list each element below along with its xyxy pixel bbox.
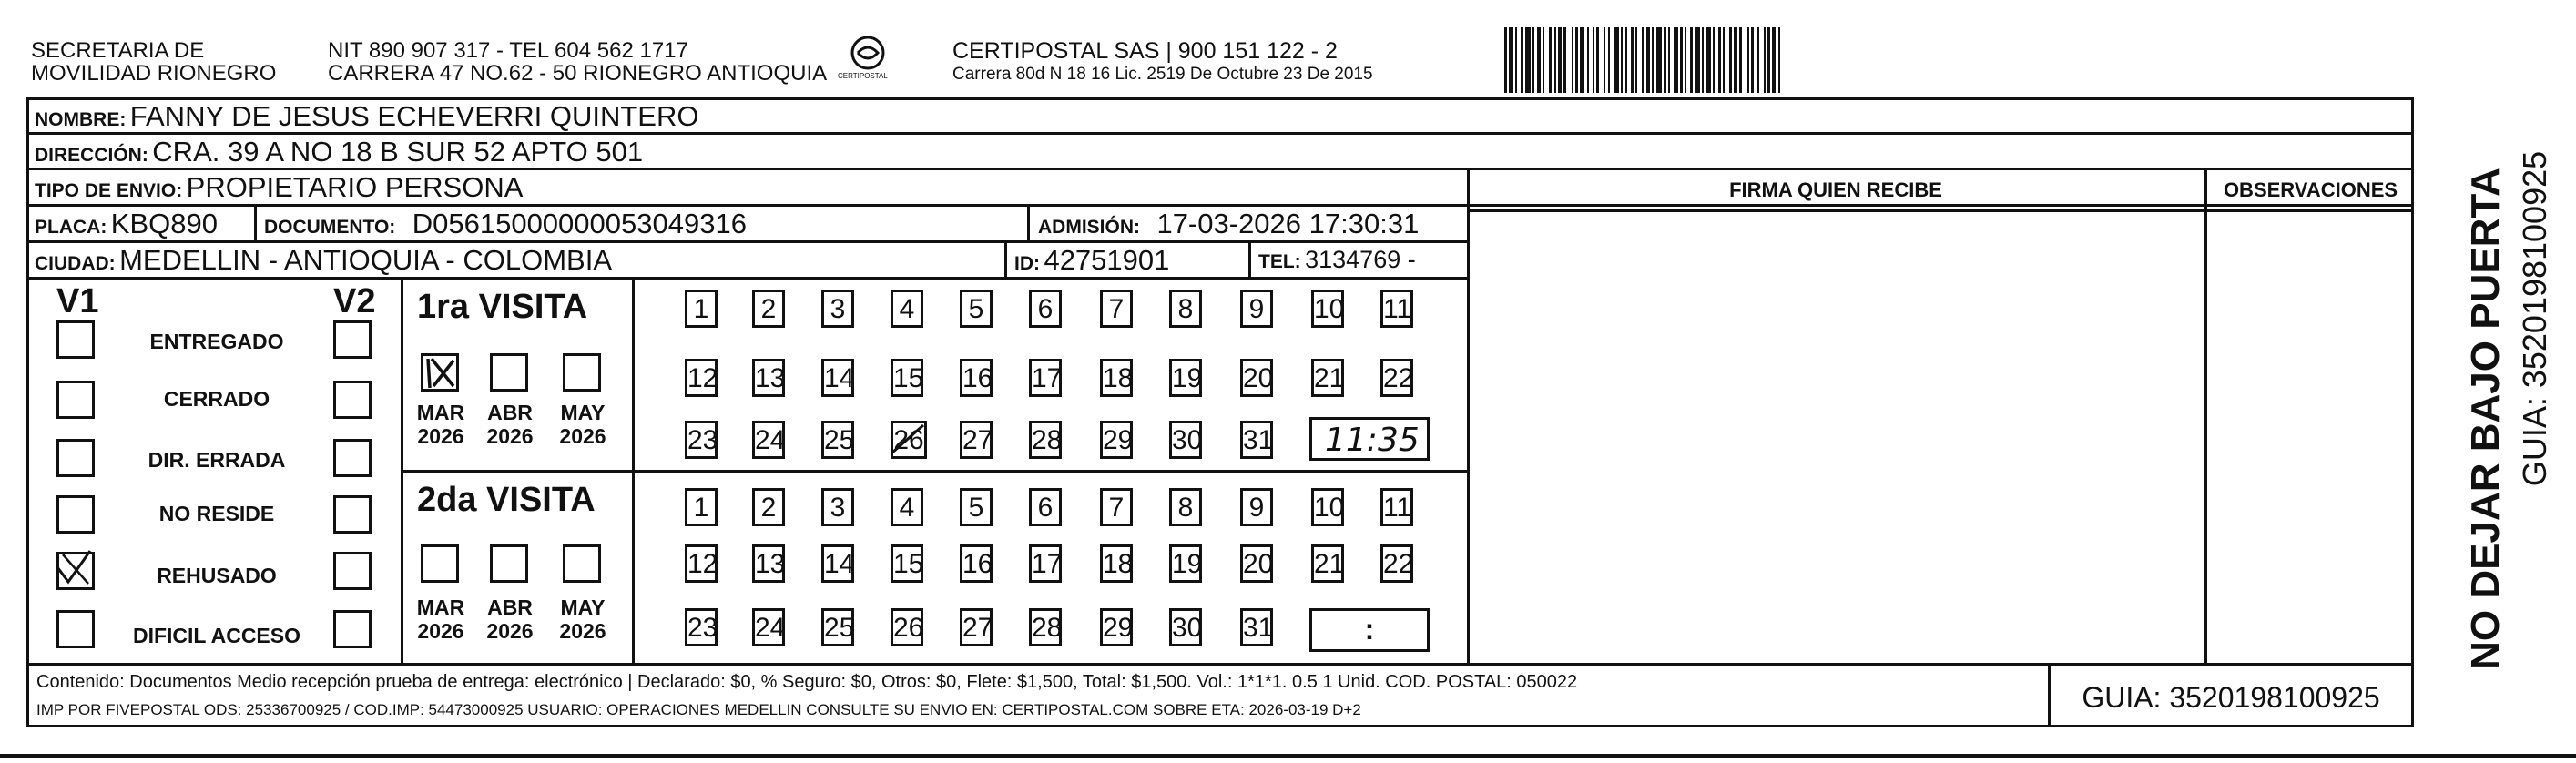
first-visit-title: 1ra VISITA (417, 288, 588, 326)
documento-field (264, 209, 747, 238)
logo-text: CERTIPOSTAL (838, 72, 888, 80)
direccion-field (35, 137, 643, 166)
placa-label: PLACA: (35, 217, 107, 238)
page-edge (0, 754, 2576, 758)
divider (26, 168, 2414, 170)
status-label-dificil-acceso: DIFICIL ACCESO (132, 624, 300, 647)
second-visit-day-30[interactable]: 30 (1169, 608, 1202, 646)
first-visit-day-3[interactable]: 3 (821, 290, 854, 328)
first-visit-day-10[interactable]: 10 (1311, 290, 1344, 328)
second-visit-day-13[interactable]: 13 (752, 544, 785, 583)
v1-checkbox-cerrado[interactable] (56, 381, 95, 419)
first-visit-month-mar[interactable] (421, 353, 459, 392)
second-visit-day-17[interactable]: 17 (1029, 544, 1062, 583)
first-visit-day-1[interactable]: 1 (685, 290, 718, 328)
second-visit-day-2[interactable]: 2 (752, 488, 785, 526)
v1-checkbox-rehusado[interactable] (56, 552, 95, 590)
id-label: ID: (1014, 253, 1040, 274)
first-visit-month-abr[interactable] (490, 353, 528, 392)
divider (1027, 204, 1030, 240)
v2-checkbox-dir-errada[interactable] (333, 439, 372, 477)
divider (26, 663, 2414, 666)
first-visit-day-value-26: 26 (893, 425, 924, 455)
first-visit-day-27[interactable]: 27 (960, 421, 993, 459)
tipo-envio-value: PROPIETARIO PERSONA (186, 171, 524, 203)
v1-checkbox-no-reside[interactable] (56, 495, 95, 534)
divider (1467, 209, 2414, 212)
second-visit-month-abr[interactable] (490, 544, 528, 583)
first-visit-day-5[interactable]: 5 (960, 290, 993, 328)
v2-header: V2 (333, 282, 376, 320)
handwritten-mark-icon (891, 422, 927, 458)
first-visit-day-21[interactable]: 21 (1311, 359, 1344, 397)
status-label-no-reside: NO RESIDE (158, 502, 275, 525)
second-visit-day-22[interactable]: 22 (1380, 544, 1413, 583)
barcode (1504, 27, 2182, 93)
first-visit-month-label-may: MAY 2026 (559, 401, 606, 449)
admision-label: ADMISIÓN: (1038, 217, 1140, 238)
second-visit-day-31[interactable]: 31 (1240, 608, 1273, 646)
no-dejar-bajo-puerta: NO DEJAR BAJO PUERTA (2463, 168, 2508, 670)
tel-value: 3134769 - (1305, 246, 1416, 273)
first-visit-day-4[interactable]: 4 (891, 290, 923, 328)
certipostal-logo (838, 33, 898, 87)
tipo-envio-field (35, 173, 523, 201)
second-visit-day-16[interactable]: 16 (960, 544, 993, 583)
first-visit-day-18[interactable]: 18 (1100, 359, 1133, 397)
second-visit-day-29[interactable]: 29 (1100, 608, 1133, 646)
second-visit-day-19[interactable]: 19 (1169, 544, 1202, 583)
tipo-envio-label: TIPO DE ENVIO: (35, 180, 183, 201)
license-line: Carrera 80d N 18 16 Lic. 2519 De Octubre 23 De 2015 (952, 65, 1373, 84)
second-visit-day-18[interactable]: 18 (1100, 544, 1133, 583)
first-visit-day-30[interactable]: 30 (1169, 421, 1202, 459)
tel-label: TEL: (1258, 251, 1301, 272)
divider (254, 204, 257, 240)
first-visit-month-label-mar: MAR 2026 (416, 401, 465, 449)
first-visit-day-19[interactable]: 19 (1169, 359, 1202, 397)
first-visit-day-15[interactable]: 15 (891, 359, 923, 397)
second-visit-month-label-abr: ABR 2026 (486, 595, 534, 644)
second-visit-day-11[interactable]: 11 (1380, 488, 1413, 526)
second-visit-time-box[interactable]: : (1309, 608, 1430, 652)
nombre-value: FANNY DE JESUS ECHEVERRI QUINTERO (129, 100, 699, 132)
nombre-label: NOMBRE: (35, 109, 127, 130)
footer-line-1: Contenido: Documentos Medio recepción prueba de entrega: electrónico | Declarado: $0, % Seguro: $0, Otros: $0, Flete: $1,500, Total: $1,500. Vol.: 1*1*1. 0.5 1 Unid. COD. POSTAL: 050022 (36, 672, 1578, 692)
second-visit-day-4[interactable]: 4 (891, 488, 923, 526)
first-visit-day-25[interactable]: 25 (821, 421, 854, 459)
status-label-entregado: ENTREGADO (149, 330, 284, 353)
first-visit-day-14[interactable]: 14 (821, 359, 854, 397)
first-visit-day-16[interactable]: 16 (960, 359, 993, 397)
second-visit-day-20[interactable]: 20 (1240, 544, 1273, 583)
nit-line: NIT 890 907 317 - TEL 604 562 1717 (328, 38, 688, 63)
v1-checkbox-entregado[interactable] (56, 320, 95, 359)
second-visit-day-10[interactable]: 10 (1311, 488, 1344, 526)
first-visit-time-value: 11:35 (1325, 422, 1420, 459)
divider (1004, 240, 1007, 277)
v1-header: V1 (56, 282, 99, 320)
first-visit-day-28[interactable]: 28 (1029, 421, 1062, 459)
second-visit-day-6[interactable]: 6 (1029, 488, 1062, 526)
ciudad-label: CIUDAD: (35, 253, 116, 274)
first-visit-day-29[interactable]: 29 (1100, 421, 1133, 459)
v2-checkbox-entregado[interactable] (333, 320, 372, 359)
secretaria-line-1: SECRETARIA DE (31, 38, 205, 63)
divider (2204, 168, 2207, 663)
second-visit-day-23[interactable]: 23 (685, 608, 718, 646)
direccion-label: DIRECCIÓN: (35, 145, 148, 166)
v2-checkbox-rehusado[interactable] (333, 552, 372, 590)
handwritten-check-icon (54, 547, 94, 589)
second-visit-day-28[interactable]: 28 (1029, 608, 1062, 646)
documento-value: D05615000000053049316 (412, 208, 747, 239)
admision-field (1038, 209, 1419, 238)
second-visit-month-may[interactable] (563, 544, 601, 583)
tel-field (1258, 248, 1416, 272)
v2-checkbox-cerrado[interactable] (333, 381, 372, 419)
second-visit-day-24[interactable]: 24 (752, 608, 785, 646)
first-visit-day-2[interactable]: 2 (752, 290, 785, 328)
second-visit-day-5[interactable]: 5 (960, 488, 993, 526)
second-visit-day-8[interactable]: 8 (1169, 488, 1202, 526)
divider (26, 277, 1467, 280)
barcode-bar (1780, 27, 1786, 93)
secretaria-line-2: MOVILIDAD RIONEGRO (31, 61, 277, 86)
direccion-value: CRA. 39 A NO 18 B SUR 52 APTO 501 (152, 136, 644, 168)
second-visit-title: 2da VISITA (417, 481, 596, 519)
first-visit-day-12[interactable]: 12 (685, 359, 718, 397)
v1-checkbox-dificil-acceso[interactable] (56, 610, 95, 648)
first-visit-day-7[interactable]: 7 (1100, 290, 1133, 328)
second-visit-day-27[interactable]: 27 (960, 608, 993, 646)
first-visit-day-22[interactable]: 22 (1380, 359, 1413, 397)
second-visit-day-25[interactable]: 25 (821, 608, 854, 646)
status-label-cerrado: CERRADO (163, 387, 270, 411)
second-visit-day-21[interactable]: 21 (1311, 544, 1344, 583)
first-visit-day-13[interactable]: 13 (752, 359, 785, 397)
ciudad-value: MEDELLIN - ANTIOQUIA - COLOMBIA (119, 244, 612, 276)
first-visit-day-31[interactable]: 31 (1240, 421, 1273, 459)
divider (26, 204, 2414, 207)
first-visit-day-9[interactable]: 9 (1240, 290, 1273, 328)
status-label-rehusado: REHUSADO (157, 564, 277, 587)
first-visit-month-may[interactable] (563, 353, 601, 392)
second-visit-month-label-may: MAY 2026 (559, 595, 606, 644)
first-visit-day-24[interactable]: 24 (752, 421, 785, 459)
admision-value: 17-03-2026 17:30:31 (1156, 208, 1420, 239)
first-visit-day-8[interactable]: 8 (1169, 290, 1202, 328)
second-visit-month-mar[interactable] (421, 544, 459, 583)
second-visit-day-26[interactable]: 26 (891, 608, 923, 646)
second-visit-day-12[interactable]: 12 (685, 544, 718, 583)
v2-checkbox-no-reside[interactable] (333, 495, 372, 534)
status-label-dir-errada: DIR. ERRADA (148, 448, 286, 472)
second-visit-day-15[interactable]: 15 (891, 544, 923, 583)
divider (26, 132, 2414, 135)
side-guia: GUIA: 3520198100925 (2516, 150, 2553, 487)
placa-value: KBQ890 (110, 208, 218, 239)
first-visit-day-11[interactable]: 11 (1380, 290, 1413, 328)
address-line: CARRERA 47 NO.62 - 50 RIONEGRO ANTIOQUIA (328, 61, 828, 86)
firma-header: FIRMA QUIEN RECIBE (1729, 178, 1942, 201)
first-visit-day-20[interactable]: 20 (1240, 359, 1273, 397)
id-value: 42751901 (1044, 244, 1170, 276)
first-visit-time-box[interactable] (1309, 417, 1430, 461)
first-visit-day-17[interactable]: 17 (1029, 359, 1062, 397)
ciudad-field (35, 246, 612, 274)
certipostal-line: CERTIPOSTAL SAS | 900 151 122 - 2 (952, 38, 1338, 64)
divider (1467, 168, 1470, 663)
footer-line-2: IMP POR FIVEPOSTAL ODS: 25336700925 / COD.IMP: 54473000925 USUARIO: OPERACIONES MEDELLIN CONSULTE SU ENVIO EN: CERTIPOSTAL.COM SOBRE ETA: 2026-03-19 D+2 (36, 701, 1361, 718)
second-visit-day-1[interactable]: 1 (685, 488, 718, 526)
first-visit-day-6[interactable]: 6 (1029, 290, 1062, 328)
first-visit-day-26[interactable] (891, 421, 927, 459)
second-visit-day-3[interactable]: 3 (821, 488, 854, 526)
second-visit-day-14[interactable]: 14 (821, 544, 854, 583)
first-visit-day-23[interactable]: 23 (685, 421, 718, 459)
second-visit-month-label-mar: MAR 2026 (416, 595, 465, 644)
divider (1248, 240, 1251, 277)
nombre-field (35, 102, 699, 130)
second-visit-day-9[interactable]: 9 (1240, 488, 1273, 526)
handwritten-x-icon (423, 355, 459, 392)
second-visit-day-7[interactable]: 7 (1100, 488, 1133, 526)
first-visit-month-label-abr: ABR 2026 (486, 401, 534, 449)
guia-box-text: GUIA: 3520198100925 (2082, 681, 2380, 714)
v1-checkbox-dir-errada[interactable] (56, 439, 95, 477)
divider (401, 470, 1467, 473)
id-field (1014, 246, 1169, 274)
v2-checkbox-dificil-acceso[interactable] (333, 610, 372, 648)
documento-label: DOCUMENTO: (264, 217, 396, 238)
placa-field (35, 209, 218, 238)
observaciones-header: OBSERVACIONES (2223, 178, 2398, 201)
